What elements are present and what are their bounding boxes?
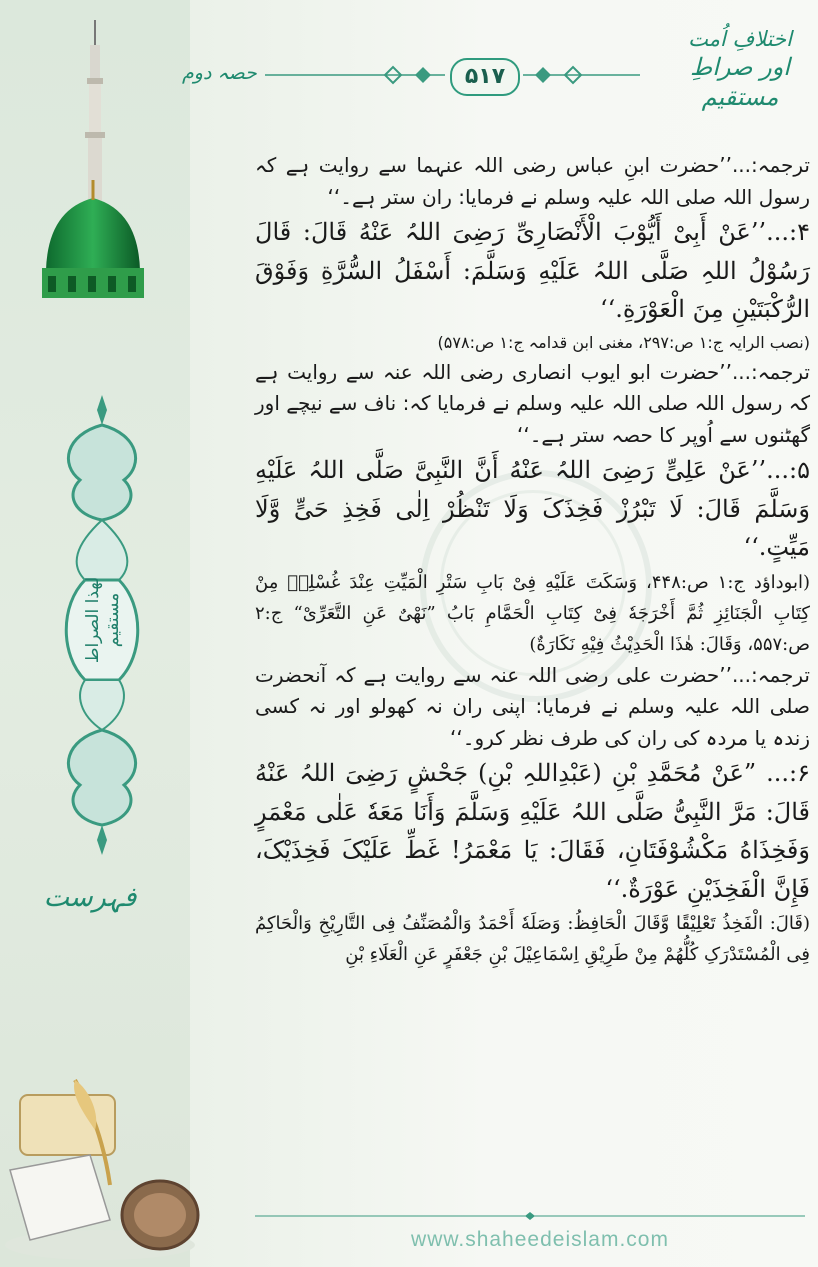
part-label: حصہ دوم xyxy=(182,62,257,84)
green-dome-icon xyxy=(38,20,148,320)
reference: (نصب الرایہ ج:۱ ص:۲۹۷، مغنی ابن قدامہ ج:۱ ص:۵۷۸) xyxy=(437,332,810,352)
translation-paragraph: ترجمہ:...’’حضرت علی رضی اللہ عنہ سے روایت ہے کہ آنحضرت صلی اللہ علیہ وسلم نے فرمایا: اپنی ران نہ کھولو اور نہ کسی زندہ یا مردہ کی ران کی طرف نظر کرو۔‘‘ xyxy=(255,662,810,750)
reference: (ابوداؤد ج:۱ ص:۴۴۸، وَسَكَتَ عَلَیْهِ فِیْ بَابِ سَتْرِ الْمَیِّتِ عِنْدَ غُسْلِهٖ مِنْ کِتَابِ الْجَنَائِزِ ثُمَّ أَخْرَجَهٗ فِیْ کِتَابِ الْحَمَّامِ بَابُ ”نَهْیٌ عَنِ التَّعَرِّیْ“ ج:۲ ص:۵۵۷، وَقَالَ: هٰذَا الْحَدِیْثُ فِیْهِ نَكَارَةٌ) xyxy=(255,571,810,655)
logo-text: لهذا الصراط مستقيم xyxy=(83,576,123,664)
footer-ornament-icon xyxy=(255,1212,805,1220)
arabic-hadith: ۶:... ”عَنْ مُحَمَّدِ بْنِ (عَبْدِاللہِ بْنِ) جَحْشٍ رَضِیَ اللہُ عَنْهُ قَالَ: مَرَّ النَّبِیُّ صَلَّی اللہُ عَلَیْهِ وَسَلَّمَ وَأَنَا مَعَهٗ عَلٰی مَعْمَرٍ وَفَخِذَاهُ مَكْشُوْفَتَانِ، فَقَالَ: یَا مَعْمَرُ! غَطِّ عَلَیْکَ فَخِذَیْکَ، فَإِنَّ الْفَخِذَیْنِ عَوْرَةٌ.‘‘ xyxy=(255,759,810,903)
page-number: ۵۱۷ xyxy=(450,58,520,96)
arabic-hadith: ۵:...’’عَنْ عَلِیٍّ رَضِیَ اللہُ عَنْهُ أَنَّ النَّبِیَّ صَلَّی اللہُ عَلَیْهِ وَسَلَّمَ قَالَ: لَا تَبْرُزْ فَخِذَکَ وَلَا تَنْظُرْ اِلٰی فَخِذِ حَیٍّ وَّلَا مَیِّتٍ.‘‘ xyxy=(255,456,810,561)
book-title-line1: اختلافِ اُمت xyxy=(688,27,792,51)
page-content xyxy=(255,150,810,970)
scroll-and-quill-icon xyxy=(0,1075,200,1265)
translation-paragraph: ترجمہ:...’’حضرت ابنِ عباس رضی اللہ عنہما سے روایت ہے کہ رسول اللہ صلی اللہ علیہ وسلم نے فرمایا: ران ستر ہے۔‘‘ xyxy=(255,153,810,209)
translation-paragraph: ترجمہ:...’’حضرت ابو ایوب انصاری رضی اللہ عنہ سے روایت ہے کہ رسول اللہ صلی اللہ علیہ وسلم نے فرمایا کہ: ناف سے نیچے اور گھٹنوں سے اُوپر کا حصہ ستر ہے۔‘‘ xyxy=(255,359,810,447)
website-link[interactable]: www.shaheedeislam.com xyxy=(411,1228,669,1251)
arabic-hadith: ۴:...’’عَنْ أَبِیْ أَیُّوْبَ الْأَنْصَارِیِّ رَضِیَ اللہُ عَنْهُ قَالَ: قَالَ رَسُوْلُ اللہِ صَلَّی اللہُ عَلَیْهِ وَسَلَّمَ: أَسْفَلُ السُّرَّةِ وَفَوْقَ الرُّكْبَتَیْنِ مِنَ الْعَوْرَةِ.‘‘ xyxy=(255,218,810,323)
book-title xyxy=(676,26,804,112)
book-title-line2: اور صراطِ مستقیم xyxy=(690,53,790,112)
index-link[interactable]: فہرست xyxy=(43,882,137,913)
reference: (قَالَ: الْفَخِذُ تَعْلِیْقًا وَّقَالَ الْحَافِظُ: وَصَلَهٗ أَحْمَدُ وَالْمُصَنِّفُ فِی التَّارِیْخِ وَالْحَاكِمُ فِی الْمُسْتَدْرَکِ كُلُّهُمْ مِنْ طَرِیْقِ اِسْمَاعِیْلَ بْنِ جَعْفَرٍ عَنِ الْعَلَاءِ بْنِ xyxy=(255,913,810,965)
